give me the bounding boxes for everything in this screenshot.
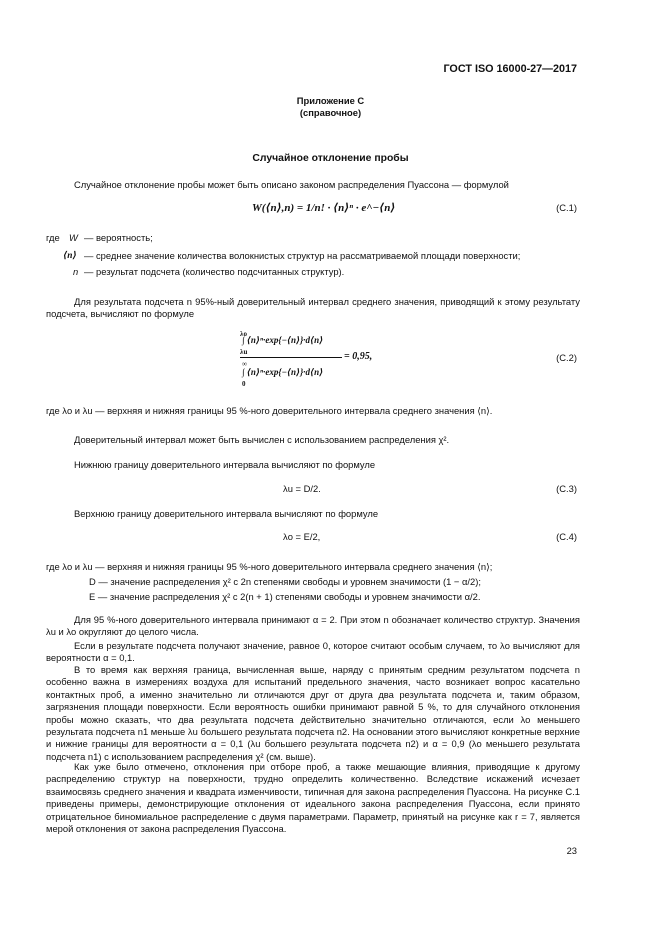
upper-limit-2: ∞ bbox=[242, 360, 247, 368]
equation-c4: λo = E/2, bbox=[283, 531, 321, 542]
definitions-c2: где λo и λu — верхняя и нижняя границы 95 %-ного доверительного интервала среднего значения ⟨n⟩. bbox=[46, 405, 493, 416]
equation-c1-number: (С.1) bbox=[556, 202, 577, 213]
paragraph-upper-limit: В то время как верхняя граница, вычисленная выше, наряду с принятым средним результатом подсчета n особенно важна в измерениях воздуха для испытаний предельного значения, часто возникает вопрос касательно контактных проб, а именно значительно ли отличаются друг от друга два результата подсчета и, таким образом, загрязнения площади поверхности. Если вероятность ошибки принимают равной 5 %, то для случайного отклонения пробы можно сказать, что два результата подсчета действительно значительно отличаются, если λo меньшего результата подсчета n1 меньше λu большего результата подсчета n2. На основании этого вычисляют конкретные верхние и нижние границы для вероятности α = 0,1 (λu большего результата подсчета n2) и α = 0,9 (λo меньшего результата подсчета n1) с использованием распределения χ² (см. выше). bbox=[46, 664, 580, 762]
mean-symbol: ⟨ n ⟩ bbox=[63, 250, 77, 262]
intro-paragraph: Случайное отклонение пробы может быть описано законом распределения Пуассона — формулой bbox=[74, 179, 509, 190]
annex-title: Приложение С bbox=[296, 95, 365, 106]
paragraph-interval: Для результата подсчета n 95%-ный доверительный интервал среднего значения, приводящий к этому результату подсчета, вычисляют по формуле bbox=[46, 296, 580, 320]
equation-c3-number: (С.3) bbox=[556, 483, 577, 494]
equation-c2-rhs: = 0,95, bbox=[344, 351, 373, 362]
section-title: Случайное отклонение пробы bbox=[252, 153, 409, 164]
equation-c4-number: (С.4) bbox=[556, 531, 577, 542]
equation-c1: W(⟨n⟩,n) = 1/n! · ⟨n⟩ⁿ · e^−⟨n⟩ bbox=[252, 202, 396, 214]
w-symbol: W bbox=[69, 232, 78, 243]
mean-definition: — среднее значение количества волокнистых структур на рассматриваемой площади поверхности; bbox=[84, 250, 521, 261]
equation-c3: λu = D/2. bbox=[283, 483, 321, 494]
where-label: где bbox=[46, 232, 60, 243]
definition-e: E — значение распределения χ² с 2(n + 1) степенями свободы и уровнем значимости α/2. bbox=[89, 591, 481, 602]
standard-number: ГОСТ ISO 16000-27—2017 bbox=[443, 63, 577, 75]
paragraph-distortions: Как уже было отмечено, отклонения при отборе проб, а также мешающие влияния, приводящие к другому распределению структур на поверхности, трудно определить количественно. Вследствие искажений исчезает взаимосвязь среднего значения и квадрата изменчивости, типичная для закона распределения Пуассона. На рисунке С.1 приведены примеры, демонстрирующие отклонения от идеального закона распределения Пуассона, если принято отрицательное биномиальное распределение с двумя параметрами. Параметр, принятый на рисунке как r = 7, является мерой отклонения от закона распределения Пуассона. bbox=[46, 761, 580, 835]
equation-c2 bbox=[238, 328, 388, 390]
paragraph-chi-square: Доверительный интервал может быть вычислен с использованием распределения χ². bbox=[74, 434, 450, 445]
lower-limit-1: λu bbox=[240, 348, 248, 356]
denominator: ∫ ⟨n⟩ⁿ·exp{−⟨n⟩}·d⟨n⟩ bbox=[242, 367, 324, 377]
equation-c2-number: (С.2) bbox=[556, 352, 577, 363]
paragraph-upper-bound: Верхнюю границу доверительного интервала вычисляют по формуле bbox=[74, 508, 379, 519]
annex-type: (справочное) bbox=[299, 107, 362, 118]
paragraph-zero-count: Если в результате подсчета получают значение, равное 0, которое считают особым случаем, то λo вычисляют для вероятности α = 0,1. bbox=[46, 640, 580, 664]
numerator: ∫ ⟨n⟩ⁿ·exp{−⟨n⟩}·d⟨n⟩ bbox=[242, 335, 324, 345]
paragraph-alpha: Для 95 %-ного доверительного интервала принимают α = 2. При этом n обозначает количество структур. Значения λu и λo округляют до целого числа. bbox=[46, 614, 580, 638]
lower-limit-2: 0 bbox=[242, 380, 246, 388]
upper-limit-1: λo bbox=[240, 330, 247, 338]
n-definition: — результат подсчета (количество подсчитанных структур). bbox=[84, 266, 345, 277]
definition-bounds: где λo и λu — верхняя и нижняя границы 95 %-ного доверительного интервала среднего значения ⟨n⟩; bbox=[46, 561, 493, 572]
fraction-bar bbox=[240, 357, 342, 358]
page-number: 23 bbox=[566, 845, 577, 856]
w-definition: — вероятность; bbox=[84, 232, 153, 243]
n-symbol: n bbox=[73, 266, 79, 277]
definition-d: D — значение распределения χ² с 2n степенями свободы и уровнем значимости (1 − α/2); bbox=[89, 576, 481, 587]
paragraph-lower-bound: Нижнюю границу доверительного интервала вычисляют по формуле bbox=[74, 459, 376, 470]
